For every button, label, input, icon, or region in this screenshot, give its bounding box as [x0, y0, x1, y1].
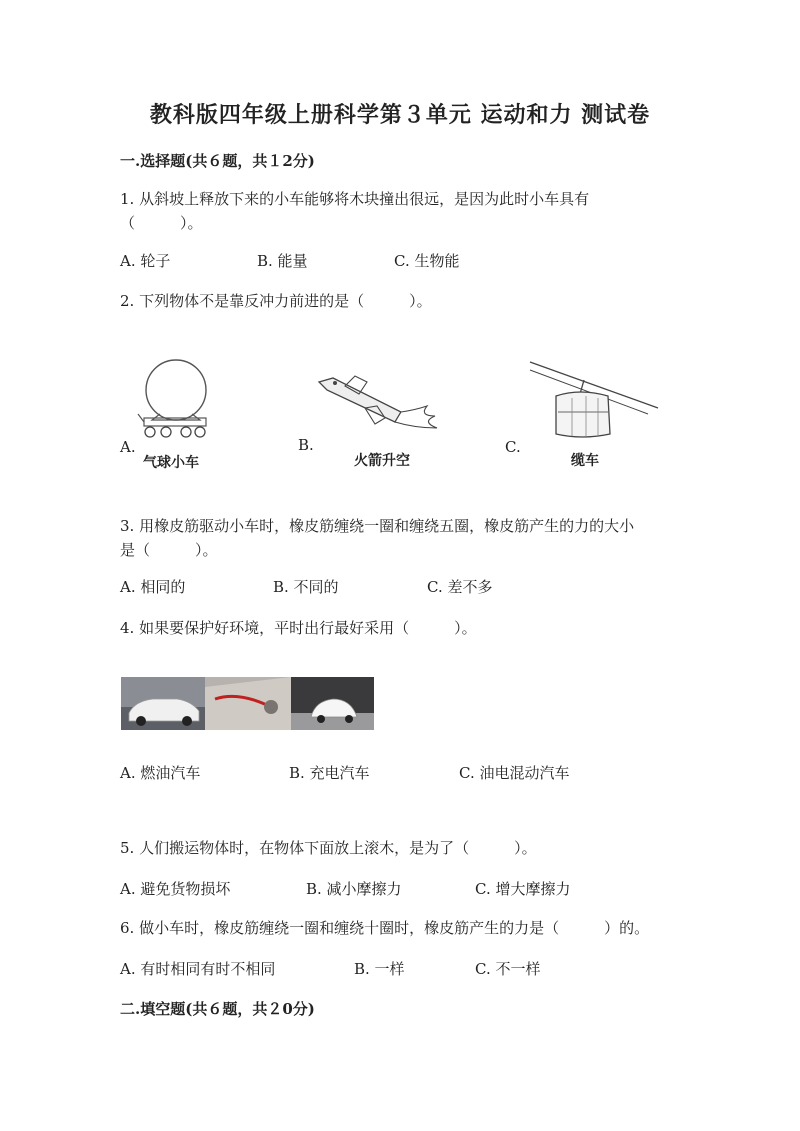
q3-option-c: C. 差不多	[427, 578, 493, 596]
page-title: 教科版四年级上册科学第３单元 运动和力 测试卷	[149, 102, 651, 128]
question-6-text: 6. 做小车时，橡皮筋缠绕一圈和缠绕十圈时，橡皮筋产生的力是（ ）的。	[120, 919, 650, 937]
question-1-text: 1. 从斜坡上释放下来的小车能够将木块撞出很远，是因为此时小车具有	[120, 190, 590, 208]
question-1-blank: （ ）。	[120, 214, 203, 232]
q1-option-c: C. 生物能	[394, 252, 460, 270]
question-3-text: 3. 用橡皮筋驱动小车时，橡皮筋缠绕一圈和缠绕五圈，橡皮筋产生的力的大小	[120, 517, 635, 535]
q4-option-a: A. 燃油汽车	[120, 764, 201, 782]
q2-option-b-label: B.	[298, 436, 314, 454]
q2-option-c-label: C.	[505, 438, 521, 456]
q2-caption-a: 气球小车	[143, 455, 199, 471]
question-4-text: 4. 如果要保护好环境，平时出行最好采用（ ）。	[120, 619, 477, 637]
q4-option-b: B. 充电汽车	[289, 764, 370, 782]
q3-option-a: A. 相同的	[120, 578, 186, 596]
question-1	[120, 187, 680, 235]
q6-option-c: C. 不一样	[475, 960, 541, 978]
balloon-car-illustration	[130, 358, 220, 448]
question-2-text: 2. 下列物体不是靠反冲力前进的是（ ）。	[120, 292, 432, 310]
q2-caption-c: 缆车	[571, 453, 599, 469]
q1-option-a: A. 轮子	[120, 252, 171, 270]
q2-caption-b: 火箭升空	[354, 453, 410, 469]
q2-option-a-label: A.	[120, 438, 136, 456]
section-heading-choice: 一.选择题(共６题，共１2分)	[120, 152, 315, 170]
q1-option-b: B. 能量	[257, 252, 308, 270]
cable-car-illustration	[528, 356, 660, 444]
q5-option-a: A. 避免货物损坏	[120, 880, 231, 898]
car-photos-strip	[121, 677, 374, 730]
rocket-launch-illustration	[315, 372, 455, 444]
q5-option-c: C. 增大摩擦力	[475, 880, 571, 898]
question-3	[120, 514, 680, 562]
question-3-blank: 是（ ）。	[120, 541, 218, 559]
q3-option-b: B. 不同的	[273, 578, 339, 596]
section-heading-fill-in: 二.填空题(共６题，共２0分)	[120, 1000, 315, 1018]
q6-option-a: A. 有时相同有时不相同	[120, 960, 276, 978]
question-5-text: 5. 人们搬运物体时，在物体下面放上滚木，是为了（ ）。	[120, 839, 537, 857]
q5-option-b: B. 减小摩擦力	[306, 880, 402, 898]
q4-option-c: C. 油电混动汽车	[459, 764, 570, 782]
q6-option-b: B. 一样	[354, 960, 405, 978]
